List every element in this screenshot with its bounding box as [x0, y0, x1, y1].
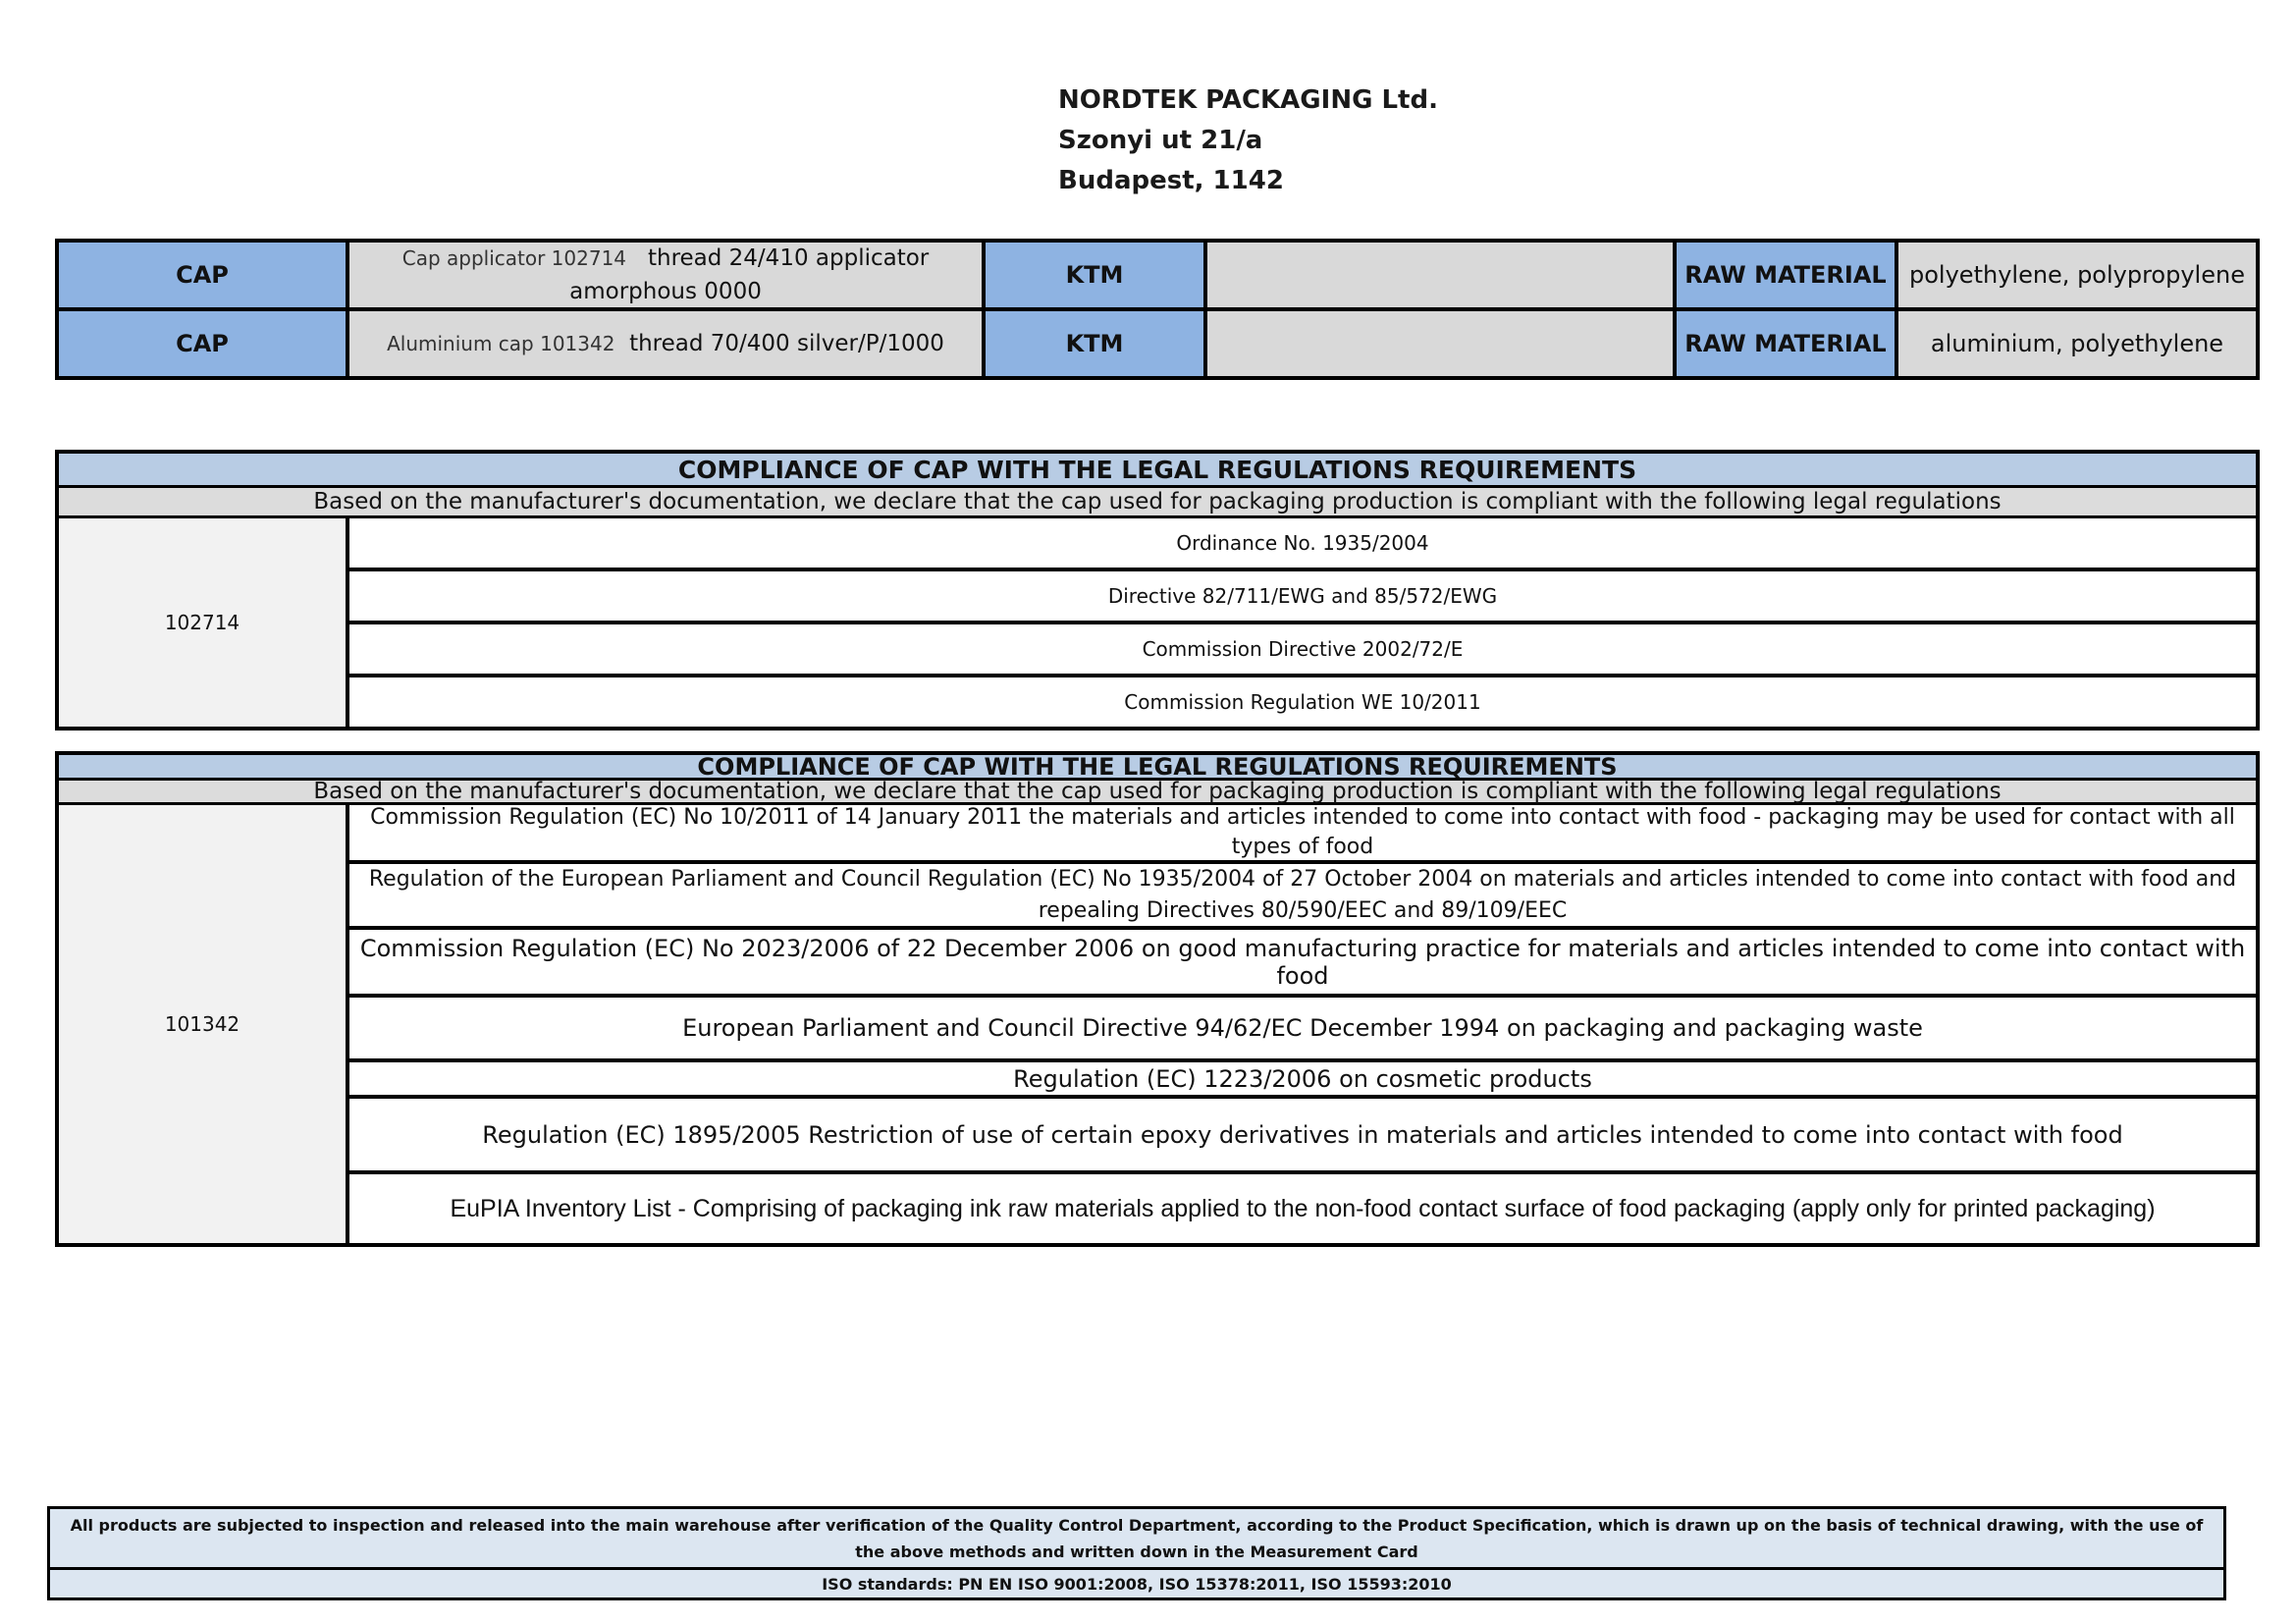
regulation-row: Ordinance No. 1935/2004	[349, 518, 2256, 568]
compliance-subtitle: Based on the manufacturer's documentation, we declare that the cap used for packaging production is compliant with the following legal regulations	[59, 781, 2256, 802]
company-city: Budapest, 1142	[1058, 166, 1284, 195]
cap-row	[59, 243, 2256, 307]
regulation-row: Commission Regulation WE 10/2011	[349, 677, 2256, 727]
ktm-label-cell: KTM	[986, 311, 1203, 376]
ktm-value-cell	[1207, 243, 1673, 307]
cap-product-cell	[349, 243, 982, 307]
raw-material-value-cell: aluminium, polyethylene	[1898, 311, 2256, 376]
cap-table	[55, 239, 2260, 380]
ktm-label-cell: KTM	[986, 243, 1203, 307]
raw-material-label-cell: RAW MATERIAL	[1677, 311, 1895, 376]
compliance-product-code: 102714	[59, 518, 346, 727]
company-street: Szonyi ut 21/a	[1058, 126, 1263, 155]
compliance-subtitle: Based on the manufacturer's documentation, we declare that the cap used for packaging production is compliant with the following legal regulations	[59, 488, 2256, 515]
regulation-row: Commission Regulation (EC) No 2023/2006 of 22 December 2006 on good manufacturing practice for materials and articles intended to come into contact with food	[349, 930, 2256, 994]
cap-product-cell	[349, 311, 982, 376]
company-name: NORDTEK PACKAGING Ltd.	[1058, 85, 1438, 115]
regulation-row: EuPIA Inventory List - Comprising of packaging ink raw materials applied to the non-food contact surface of food packaging (apply only for printed packaging)	[349, 1174, 2256, 1243]
cap-type-cell: CAP	[59, 311, 346, 376]
compliance-product-code: 101342	[59, 805, 346, 1243]
compliance-section-102714	[55, 450, 2260, 731]
cap-row	[59, 311, 2256, 376]
cap-product-code: Cap applicator 102714	[401, 246, 627, 270]
raw-material-value-cell: polyethylene, polypropylene	[1898, 243, 2256, 307]
cap-product-code: Aluminium cap 101342	[387, 332, 615, 355]
raw-material-label-cell: RAW MATERIAL	[1677, 243, 1895, 307]
compliance-title: COMPLIANCE OF CAP WITH THE LEGAL REGULATIONS REQUIREMENTS	[59, 454, 2256, 485]
cap-product-desc: thread 24/410 applicator amorphous 0000	[569, 245, 930, 304]
cap-type-cell: CAP	[59, 243, 346, 307]
regulation-row: European Parliament and Council Directive 94/62/EC December 1994 on packaging and packaging waste	[349, 998, 2256, 1058]
regulation-row: Regulation of the European Parliament and Council Regulation (EC) No 1935/2004 of 27 October 2004 on materials and articles intended to come into contact with food and repealing Directives 80/590/EEC and 89/109/EEC	[349, 864, 2256, 926]
footer-iso-standards: ISO standards: PN EN ISO 9001:2008, ISO 15378:2011, ISO 15593:2010	[50, 1570, 2223, 1597]
regulation-row: Commission Regulation (EC) No 10/2011 of 14 January 2011 the materials and articles intended to come into contact with food - packaging may be used for contact with all types of food	[349, 805, 2256, 860]
ktm-value-cell	[1207, 311, 1673, 376]
regulation-row: Regulation (EC) 1223/2006 on cosmetic products	[349, 1062, 2256, 1095]
footer-note: All products are subjected to inspection and released into the main warehouse after verification of the Quality Control Department, according to the Product Specification, which is drawn up on the basis of technical drawing, with the use of the above methods and written down in the Measurement Card	[50, 1509, 2223, 1567]
company-address-block	[1058, 81, 1438, 201]
compliance-section-101342	[55, 751, 2260, 1247]
cap-product-desc: thread 70/400 silver/P/1000	[629, 331, 944, 356]
footer-note-box	[47, 1506, 2226, 1600]
regulation-row: Regulation (EC) 1895/2005 Restriction of use of certain epoxy derivatives in materials and articles intended to come into contact with food	[349, 1099, 2256, 1170]
regulation-row: Commission Directive 2002/72/E	[349, 624, 2256, 674]
compliance-title: COMPLIANCE OF CAP WITH THE LEGAL REGULATIONS REQUIREMENTS	[59, 755, 2256, 778]
regulation-row: Directive 82/711/EWG and 85/572/EWG	[349, 571, 2256, 621]
